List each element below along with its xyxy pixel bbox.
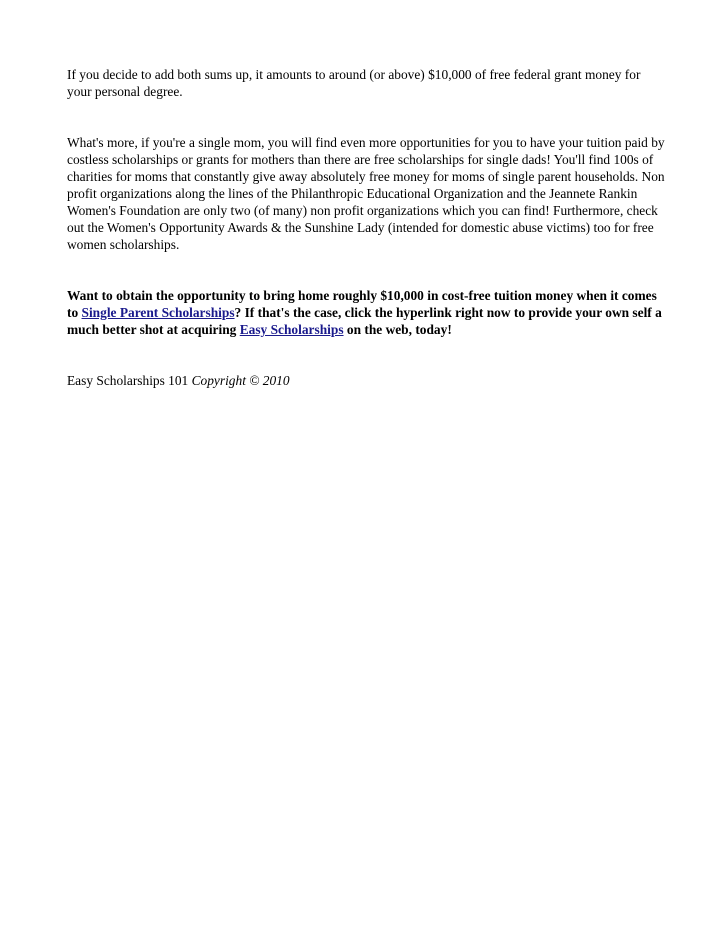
cta-text-part-3: on the web, today! (343, 322, 452, 337)
paragraph-single-mom-scholarships: What's more, if you're a single mom, you will find even more opportunities for you to have your tuition paid by costless scholarships or grants for mothers than there are free scholarships for single dads! You'll find 100s of charities for moms that constantly give away absolutely free money for moms of single parent households. Non profit organizations along the lines of the Philanthropic Educational Organization and the Jeannete Rankin Women's Foundation are only two (of many) non profit organizations which you can find! Furthermore, check out the Women's Opportunity Awards & the Sunshine Lady (intended for domestic abuse victims) too for free women scholarships. (67, 135, 665, 252)
paragraph-call-to-action (67, 287, 667, 338)
cta-text-part-1: Want to obtain the opportunity to bring home roughly $10,000 in cost-free tuition money when it comes to (67, 288, 657, 320)
footer-site-name: Easy Scholarships 101 (67, 373, 192, 388)
copyright-footer (67, 372, 667, 389)
easy-scholarships-link[interactable]: Easy Scholarships (239, 322, 344, 337)
single-parent-scholarships-link[interactable]: Single Parent Scholarships (81, 305, 235, 320)
cta-text-part-2: ? If that's the case, click the hyperlink right now to provide your own self a much better shot at acquiring (67, 305, 662, 337)
document-body (67, 66, 667, 389)
footer-copyright: Copyright © 2010 (191, 373, 290, 388)
paragraph-federal-grants: If you decide to add both sums up, it amounts to around (or above) $10,000 of free federal grant money for your personal degree. (67, 67, 641, 99)
